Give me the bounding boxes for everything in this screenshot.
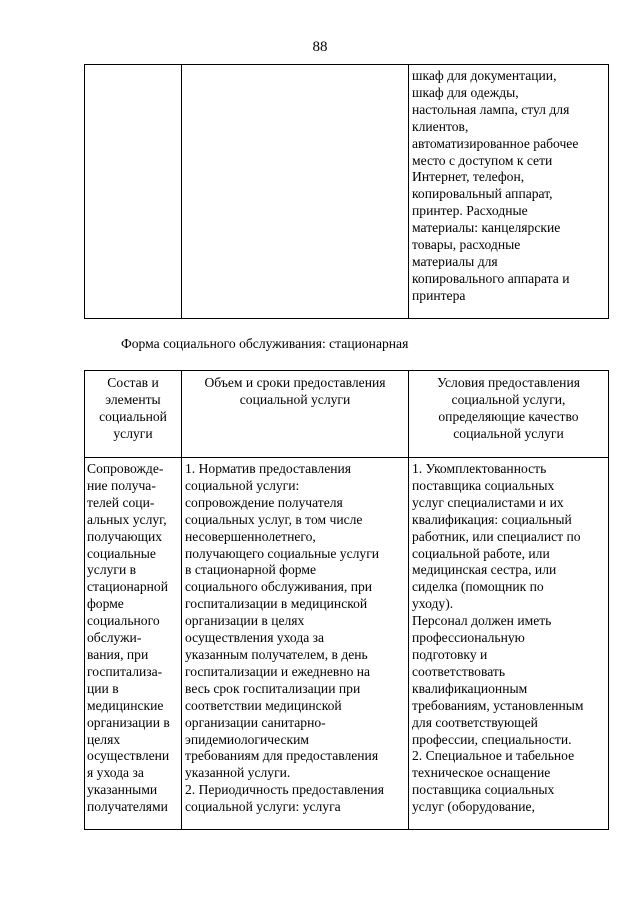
table-row (85, 458, 609, 830)
text-line: социальных услуг, в том числе (185, 511, 363, 527)
text-line: госпитализации в медицинской (185, 596, 368, 612)
table-cell-empty-2 (182, 65, 409, 319)
text-line: определяющие качество (438, 408, 579, 424)
text-line: материалы для (412, 253, 498, 269)
text-line: госпитализа- (87, 663, 163, 679)
text-line: весь срок госпитализации при (185, 680, 361, 696)
text-line: несовершеннолетнего, (185, 528, 316, 544)
text-line: принтера (412, 287, 466, 303)
text-line: услуг (оборудование, (412, 799, 535, 815)
text-line: соответствии медицинской (185, 697, 342, 713)
text-line: работник, или специалист по (412, 528, 581, 544)
text-line: указанными (87, 782, 158, 798)
text-line: 2. Специальное и табельное (412, 748, 575, 764)
cell-conditions (409, 458, 609, 830)
text-line: в стационарной форме (185, 562, 317, 578)
text-line: социальные (87, 545, 156, 561)
text-line: Состав и (107, 375, 159, 390)
text-line: социальной работе, или (412, 545, 550, 561)
text-line: требованиям, установленным (412, 697, 584, 713)
text-line: сиделка (помощник по (412, 579, 544, 595)
text-line: целях (87, 731, 121, 747)
table-cell-empty-1 (85, 65, 182, 319)
text-line: осуществлени (87, 748, 170, 764)
text-line: госпитализации и ежедневно на (185, 663, 371, 679)
text-line: услуги (113, 425, 153, 441)
text-line: услуг специалистами и их (412, 494, 564, 510)
text-line: профессии, специальности. (412, 731, 572, 747)
text-line: осуществления ухода за (185, 630, 325, 646)
text-line: Интернет, телефон, (412, 169, 525, 185)
text-line: социальной услуги (453, 425, 564, 441)
text-line: медицинские (87, 697, 164, 713)
text-line: социального (87, 613, 160, 629)
text-line: организации в (87, 714, 170, 730)
text-line: 1. Норматив предоставления (185, 461, 352, 476)
text-line: организации в целях (185, 613, 305, 629)
text-line: социальной услуги: услуга (185, 799, 341, 815)
text-line: профессиональную (412, 630, 525, 646)
text-line: получающего социальные услуги (185, 545, 380, 561)
text-line: шкаф для одежды, (412, 84, 519, 100)
text-line: квалификационным (412, 680, 528, 696)
text-line: указанной услуги. (185, 765, 291, 781)
text-line: поставщика социальных (412, 477, 555, 493)
text-line: для соответствующей (412, 714, 538, 730)
text-line: принтер. Расходные (412, 203, 528, 219)
text-line: техническое оснащение (412, 765, 551, 781)
text-line: эпидемиологическим (185, 731, 309, 747)
cell-volume-terms (182, 458, 409, 830)
text-line: подготовку и (412, 646, 488, 662)
text-line: социальной услуги, (451, 391, 566, 407)
text-line: форме (87, 596, 124, 612)
table-continued (84, 64, 609, 319)
text-line: копировальный аппарат, (412, 186, 553, 202)
text-line: организации санитарно- (185, 714, 326, 730)
header-volume-terms (182, 371, 409, 458)
text-line: настольная лампа, стул для (412, 101, 570, 117)
text-line: квалификация: социальный (412, 511, 572, 527)
text-line: Условия предоставления (437, 375, 580, 390)
text-line: получающих (87, 528, 163, 544)
text-line: социальной услуги: (185, 477, 300, 493)
text-line: получателями (87, 799, 168, 815)
cell-service-name (85, 458, 182, 830)
text-line: социальной (99, 408, 167, 424)
text-line: материалы: канцелярские (412, 220, 561, 236)
table-cell-equipment (409, 65, 609, 319)
text-line: требованиям для предоставления (185, 748, 379, 764)
text-line: товары, расходные (412, 237, 521, 253)
text-line: стационарной (87, 579, 168, 595)
text-line: элементы (105, 391, 161, 407)
text-line: медицинская сестра, или (412, 562, 557, 578)
text-line: клиентов, (412, 118, 469, 134)
text-line: автоматизированное рабочее (412, 135, 579, 151)
text-line: социального обслуживания, при (185, 579, 373, 595)
header-conditions (409, 371, 609, 458)
text-line: копировального аппарата и (412, 270, 570, 286)
text-line: вания, при (87, 646, 149, 662)
text-line: услуги в (87, 562, 137, 578)
text-line: ции в (87, 680, 119, 696)
text-line: Персонал должен иметь (412, 613, 552, 629)
text-line: Сопровожде- (87, 461, 164, 476)
text-line: поставщика социальных (412, 782, 555, 798)
text-line: альных услуг, (87, 511, 167, 527)
text-line: я ухода за (87, 765, 144, 781)
page-number: 88 (312, 39, 328, 55)
text-line: место с доступом к сети (412, 152, 553, 168)
text-line: указанным получателем, в день (185, 646, 368, 662)
text-line: обслужи- (87, 630, 142, 646)
text-line: Объем и сроки предоставления (204, 375, 386, 390)
text-line: социальной услуги (239, 391, 351, 407)
service-form-line: Форма социального обслуживания: стационарная (121, 336, 409, 351)
table-row (85, 65, 609, 319)
text-line: уходу). (412, 596, 454, 612)
text-line: 1. Укомплектованность (412, 461, 547, 476)
text-line: соответствовать (412, 663, 506, 679)
text-line: телей соци- (87, 494, 155, 510)
text-line: 2. Периодичность предоставления (185, 782, 384, 798)
text-line: ние получа- (87, 477, 156, 493)
table-header-row (85, 371, 609, 458)
service-table (84, 370, 609, 830)
text-line: шкаф для документации, (412, 68, 557, 83)
header-composition (85, 371, 182, 458)
text-line: сопровождение получателя (185, 494, 343, 510)
